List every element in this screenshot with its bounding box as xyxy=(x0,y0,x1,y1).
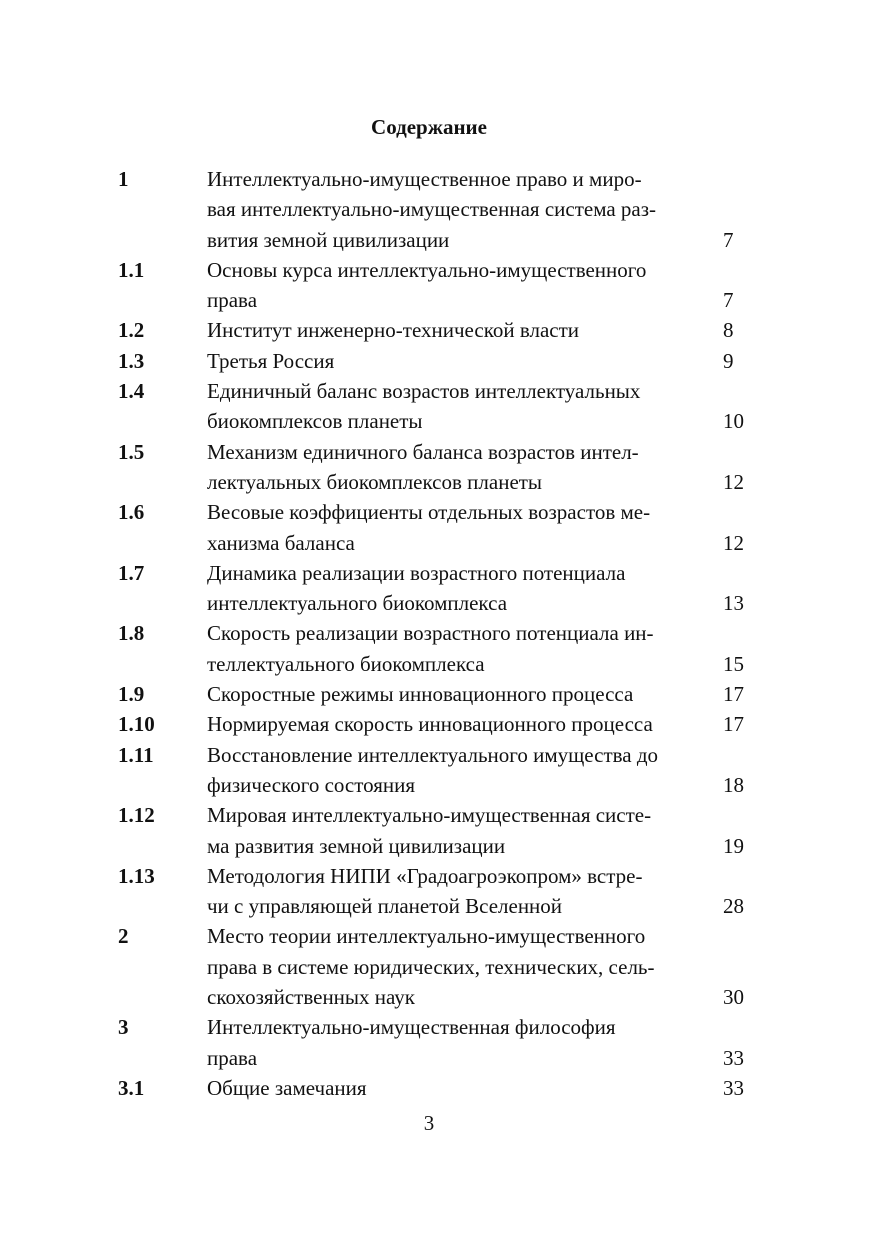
toc-entry xyxy=(0,800,875,861)
toc-entry-title-line: Нормируемая скорость инновационного процесса xyxy=(207,712,653,737)
toc-entry-title-line: Место теории интеллектуально-имущественного xyxy=(207,924,646,949)
toc-entry-page: 8 xyxy=(723,318,734,343)
toc-entry xyxy=(0,1012,875,1073)
toc-entry-title-line: чи с управляющей планетой Вселенной xyxy=(207,894,563,919)
toc-entry-page: 10 xyxy=(723,409,744,434)
toc-entry-number: 2 xyxy=(118,924,129,949)
toc-entry-page: 30 xyxy=(723,985,744,1010)
toc-entry-title-line: Интеллектуально-имущественное право и миро- xyxy=(207,167,642,191)
toc-entry-page: 12 xyxy=(723,530,744,555)
toc-entry-title xyxy=(207,346,707,376)
toc-entry-title-line: Скоростные режимы инновационного процесса xyxy=(207,682,634,707)
toc-entry-title-line: права xyxy=(207,288,258,313)
toc-entry-title xyxy=(207,800,707,861)
toc-entry-title-line: вая интеллектуально-имущественная система раз- xyxy=(207,197,657,222)
toc-entry-page: 28 xyxy=(723,894,744,919)
table-of-contents xyxy=(0,164,875,1103)
toc-entry-title xyxy=(207,497,707,558)
toc-entry-number: 1.9 xyxy=(118,682,145,707)
toc-entry xyxy=(0,618,875,679)
toc-entry-page: 18 xyxy=(723,772,744,797)
toc-entry xyxy=(0,558,875,619)
toc-entry-title-line: вития земной цивилизации xyxy=(207,227,450,252)
toc-entry-page: 33 xyxy=(723,1045,744,1070)
toc-entry-title-line: Скорость реализации возрастного потенциала ин- xyxy=(207,621,654,646)
toc-entry-number: 1.13 xyxy=(118,863,155,888)
toc-entry-number: 1.12 xyxy=(118,803,155,828)
toc-entry-title-line: Мировая интеллектуально-имущественная систе- xyxy=(207,803,652,828)
toc-entry-page: 19 xyxy=(723,833,744,858)
toc-entry-number: 1.3 xyxy=(118,348,145,373)
toc-entry xyxy=(0,437,875,498)
toc-entry-title-line: скохозяйственных наук xyxy=(207,985,415,1010)
toc-entry xyxy=(0,164,875,255)
toc-entry-number: 1.7 xyxy=(118,560,145,585)
toc-entry xyxy=(0,679,875,709)
page-title: Содержание xyxy=(371,115,487,139)
toc-entry-page: 17 xyxy=(723,712,744,737)
toc-entry-title xyxy=(207,861,707,922)
toc-entry-number: 1.5 xyxy=(118,439,145,464)
toc-entry-page: 15 xyxy=(723,651,744,676)
toc-entry-title-line: биокомплексов планеты xyxy=(207,409,423,434)
toc-entry xyxy=(0,497,875,558)
toc-entry xyxy=(0,1073,875,1103)
toc-entry-title-line: Единичный баланс возрастов интеллектуальных xyxy=(207,379,641,404)
toc-entry-page: 33 xyxy=(723,1075,744,1100)
toc-entry-page: 7 xyxy=(723,227,734,252)
toc-entry-title-line: права xyxy=(207,1045,258,1070)
toc-entry-number: 1.10 xyxy=(118,712,155,737)
toc-entry-number: 1.4 xyxy=(118,379,145,404)
toc-entry-title-line: Динамика реализации возрастного потенциала xyxy=(207,560,626,585)
toc-entry-title xyxy=(207,709,707,739)
toc-entry-title xyxy=(207,740,707,801)
toc-entry-title xyxy=(207,376,707,437)
toc-entry xyxy=(0,376,875,437)
toc-entry-number: 1.6 xyxy=(118,500,145,525)
toc-entry-title-line: Третья Россия xyxy=(207,348,335,373)
toc-entry-page: 13 xyxy=(723,591,744,616)
toc-entry-title-line: Институт инженерно-технической власти xyxy=(207,318,580,343)
page-number: 3 xyxy=(423,1111,435,1135)
toc-entry-page: 7 xyxy=(723,288,734,313)
toc-entry-number: 1.1 xyxy=(118,257,145,282)
toc-entry xyxy=(0,709,875,739)
toc-entry-page: 17 xyxy=(723,682,744,707)
toc-entry-title-line: права в системе юридических, технических, сель- xyxy=(207,954,655,979)
toc-entry-number: 1 xyxy=(118,167,129,191)
toc-entry-title xyxy=(207,164,707,255)
toc-entry-number: 1.11 xyxy=(118,742,154,767)
toc-entry-title xyxy=(207,437,707,498)
toc-entry-title-line: теллектуального биокомплекса xyxy=(207,651,485,676)
toc-entry-page: 9 xyxy=(723,348,734,373)
toc-entry xyxy=(0,740,875,801)
toc-entry xyxy=(0,346,875,376)
toc-entry-number: 3.1 xyxy=(118,1075,145,1100)
toc-entry-title xyxy=(207,921,707,1012)
toc-entry-title-line: Механизм единичного баланса возрастов интел- xyxy=(207,439,639,464)
toc-entry-title xyxy=(207,679,707,709)
toc-entry-number: 1.8 xyxy=(118,621,145,646)
toc-entry-page: 12 xyxy=(723,469,744,494)
toc-entry-title-line: интеллектуального биокомплекса xyxy=(207,591,508,616)
toc-entry-title-line: физического состояния xyxy=(207,772,416,797)
toc-entry-title-line: Методология НИПИ «Градоагроэкопром» встре- xyxy=(207,863,643,888)
toc-entry-title-line: лектуальных биокомплексов планеты xyxy=(207,469,543,494)
toc-entry-title-line: Восстановление интеллектуального имущества до xyxy=(207,742,659,767)
toc-entry xyxy=(0,921,875,1012)
toc-entry-title xyxy=(207,1073,707,1103)
toc-entry-title xyxy=(207,255,707,316)
toc-entry xyxy=(0,315,875,345)
toc-entry-number: 3 xyxy=(118,1015,129,1040)
toc-entry-title-line: Весовые коэффициенты отдельных возрастов ме- xyxy=(207,500,651,525)
toc-entry-title-line: Общие замечания xyxy=(207,1075,367,1100)
toc-entry-title xyxy=(207,315,707,345)
toc-entry xyxy=(0,861,875,922)
toc-entry-title-line: Интеллектуально-имущественная философия xyxy=(207,1015,616,1040)
toc-entry-title-line: ма развития земной цивилизации xyxy=(207,833,506,858)
toc-entry-title xyxy=(207,558,707,619)
toc-entry-title xyxy=(207,1012,707,1073)
toc-entry-title xyxy=(207,618,707,679)
toc-entry-number: 1.2 xyxy=(118,318,145,343)
toc-entry-title-line: Основы курса интеллектуально-имущественного xyxy=(207,257,647,282)
toc-entry xyxy=(0,255,875,316)
toc-entry-title-line: ханизма баланса xyxy=(207,530,355,555)
